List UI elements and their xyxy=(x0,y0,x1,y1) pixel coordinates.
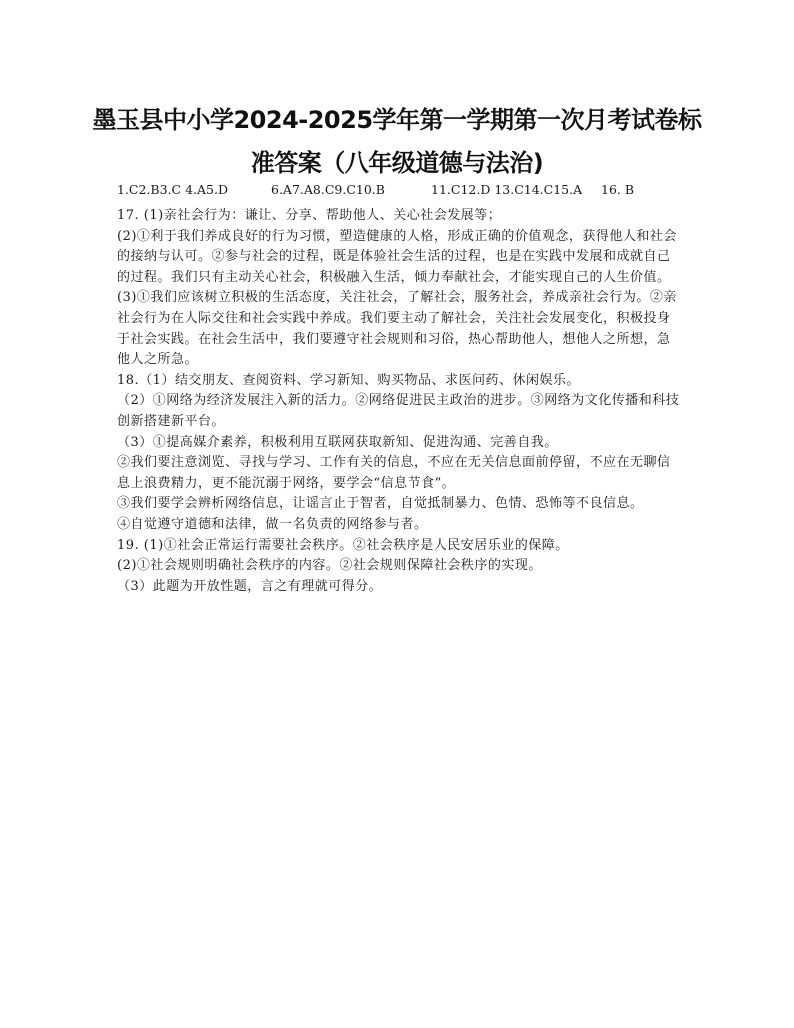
q17-part-1: 17. (1)亲社会行为：谦让、分享、帮助他人、关心社会发展等； xyxy=(117,208,502,223)
q18-part-3-item-2: ②我们要注意浏览、寻找与学习、工作有关的信息，不应在无关信息面前停留，不应在无聊信息上浪费精力，更不能沉溺于网络，要学会“信息节食”。 xyxy=(117,455,671,491)
q19-part-1: 19. (1)①社会正常运行需要社会秩序。②社会秩序是人民安居乐业的保障。 xyxy=(117,537,569,553)
answer-group-1-5: 1.C2.B3.C 4.A5.D xyxy=(117,182,228,197)
answer-group-6-10: 6.A7.A8.C9.C10.B xyxy=(271,182,385,197)
q18-part-3-item-3: ③我们要学会辨析网络信息，让谣言止于智者，自觉抵制暴力、色情、恐怖等不良信息。 xyxy=(117,496,644,512)
q17-part-2: (2)①利于我们养成良好的行为习惯，塑造健康的人格，形成正确的价值观念，获得他人和社会的接纳与认可。②参与社会的过程，既是体验社会生活的过程，也是在实践中发展和成就自己的过程。我们只有主动关心社会，积极融入生活，倾力奉献社会，才能实现自己的人生价值。 xyxy=(117,228,677,285)
document-title-line-1: 墨玉县中小学2024-2025学年第一学期第一次月考试卷标 xyxy=(92,106,702,134)
document-title-line-2: 准答案（八年级道德与法治) xyxy=(250,149,544,177)
q18-part-3-item-4: ④自觉遵守道德和法律，做一名负责的网络参与者。 xyxy=(117,516,428,532)
q17-part-3: (3)①我们应该树立积极的生活态度，关注社会，了解社会，服务社会，养成亲社会行为。②亲社会行为在人际交往和社会实践中养成。我们要主动了解社会，关注社会发展变化，积极投身于社会实践。在社会生活中，我们要遵守社会规则和习俗，热心帮助他人，想他人之所想，急他人之所急。 xyxy=(117,290,677,368)
q18-part-1: 18.（1）结交朋友、查阅资料、学习新知、购买物品、求医问药、休闲娱乐。 xyxy=(117,372,580,388)
q19-part-2: (2)①社会规则明确社会秩序的内容。②社会规则保障社会秩序的实现。 xyxy=(117,558,542,574)
answer-body xyxy=(117,206,682,597)
answer-group-16: 16. B xyxy=(601,182,635,197)
answer-group-11-15: 11.C12.D 13.C14.C15.A xyxy=(431,182,583,197)
multiple-choice-answers xyxy=(117,182,634,197)
q18-part-3-item-1: （3）①提高媒介素养，积极利用互联网获取新知、促进沟通、完善自我。 xyxy=(117,434,558,450)
q19-part-3: （3）此题为开放性题，言之有理就可得分。 xyxy=(117,578,383,594)
q18-part-2: （2）①网络为经济发展注入新的活力。②网络促进民主政治的进步。③网络为文化传播和科技创新搭建新平台。 xyxy=(117,393,680,429)
